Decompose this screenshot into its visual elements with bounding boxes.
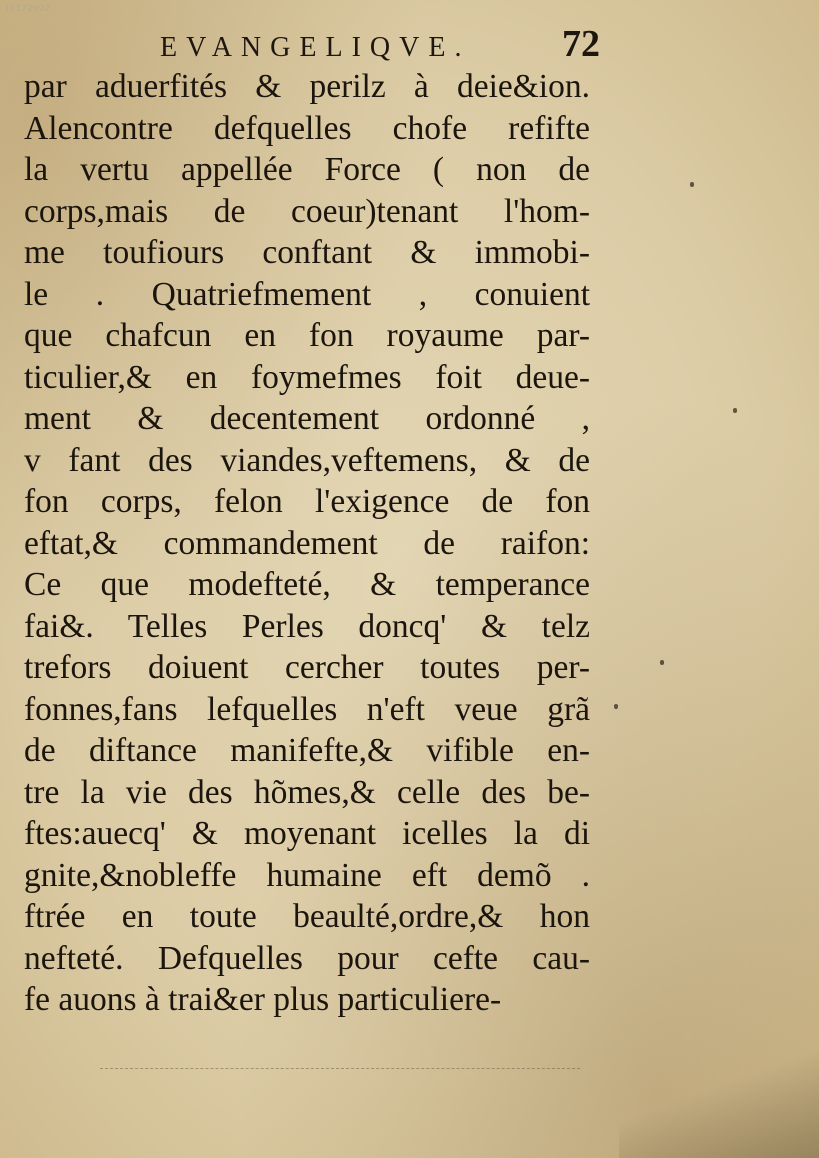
- text-line: nefteté. Defquelles pour cefte cau-: [24, 939, 590, 977]
- running-title: EVANGELIQVE.: [160, 32, 471, 63]
- text-line: fon corps, felon l'exigence de fon: [24, 483, 590, 520]
- catchword-rule: [100, 1068, 580, 1069]
- text-line: Alencontre defquelles chofe refifte: [24, 109, 590, 147]
- page-number: 72: [562, 23, 600, 65]
- text-line: de diftance manifefte,& vifible en-: [24, 732, 590, 769]
- body-text: [24, 66, 590, 1021]
- ink-speck: [690, 182, 694, 187]
- text-line: ticulier,& en foymefmes foit deue-: [24, 358, 590, 396]
- ink-speck: [733, 408, 737, 413]
- text-line: par aduerfités & perilz à deie&ion.: [24, 68, 590, 105]
- text-line: gnite,&nobleffe humaine eft demõ .: [24, 856, 590, 894]
- text-line: tre la vie des hõmes,& celle des be-: [24, 773, 590, 811]
- text-line: v fant des viandes,veftemens, & de: [24, 441, 590, 479]
- text-line: que chafcun en fon royaume par-: [24, 317, 590, 354]
- text-line: ment & decentement ordonné ,: [24, 400, 590, 437]
- text-line: Ce que modefteté, & temperance: [24, 566, 590, 603]
- text-line: la vertu appellée Force ( non de: [24, 151, 590, 188]
- text-line: eftat,& commandement de raifon:: [24, 524, 590, 562]
- ink-speck: [660, 660, 664, 665]
- text-line: fonnes,fans lefquelles n'eft veue grã: [24, 690, 590, 728]
- page-corner-shadow: [619, 1048, 819, 1158]
- text-line: le . Quatriefmement , conuient: [24, 275, 590, 313]
- scan-page-id: 10172992: [4, 4, 50, 14]
- text-line: me toufiours conftant & immobi-: [24, 234, 590, 271]
- text-line: fe auons à trai&er plus particuliere-: [24, 981, 502, 1018]
- text-line: corps,mais de coeur)tenant l'hom-: [24, 192, 590, 230]
- ink-speck: [614, 704, 618, 709]
- page-header: [160, 22, 600, 66]
- text-line: trefors doiuent cercher toutes per-: [24, 649, 590, 686]
- text-line: ftrée en toute beaulté,ordre,& hon: [24, 898, 590, 935]
- text-line: ftes:auecq' & moyenant icelles la di: [24, 815, 590, 852]
- text-line: fai&. Telles Perles doncq' & telz: [24, 607, 590, 645]
